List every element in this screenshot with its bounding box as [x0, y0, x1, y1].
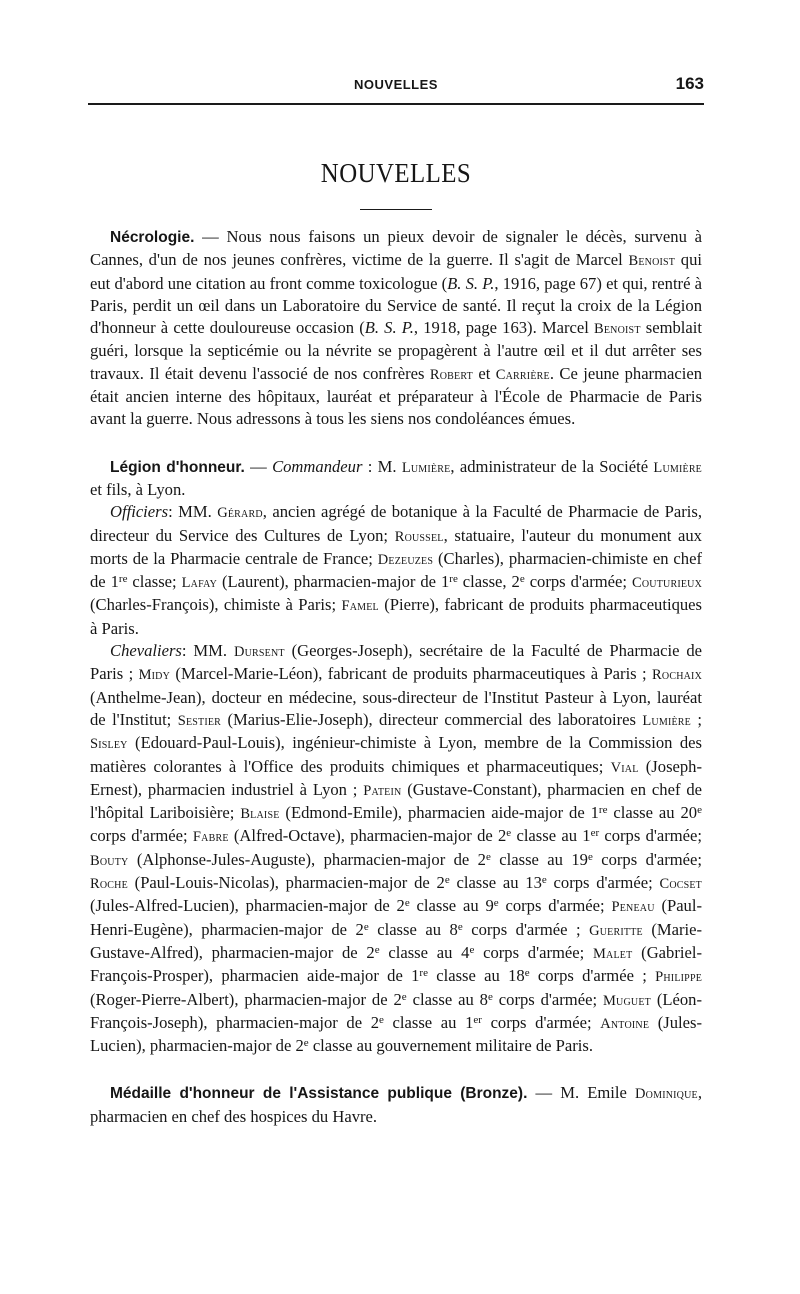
- person-name: Dursent: [233, 644, 285, 661]
- text: corps d'armée ;: [462, 919, 590, 939]
- superscript: e: [303, 1037, 309, 1050]
- text: (Alphonse-Jules-Auguste), pharmacien-major de 2: [128, 849, 486, 869]
- text: classe, 2: [457, 572, 520, 592]
- text: et: [472, 363, 496, 383]
- person-name: Dominique: [635, 1086, 698, 1103]
- person-name: Sestier: [177, 712, 222, 729]
- superscript: e: [379, 1013, 384, 1026]
- person-name: Roche: [90, 876, 128, 893]
- text: : MM.: [181, 641, 234, 661]
- text: classe;: [127, 572, 182, 592]
- reference: B. S. P.: [447, 273, 495, 293]
- person-name: Dezeuzes: [377, 551, 434, 568]
- text: corps d'armée ;: [529, 966, 656, 986]
- person-name: Bouty: [90, 852, 129, 869]
- superscript: e: [587, 850, 593, 863]
- person-name: Fabre: [192, 829, 229, 846]
- person-name: Vial: [610, 759, 639, 776]
- superscript: e: [457, 920, 463, 933]
- person-name: Midy: [138, 667, 171, 684]
- necrologie-heading: Nécrologie.: [110, 229, 195, 246]
- running-title: NOUVELLES: [354, 77, 438, 92]
- text: classe au gouvernement militaire de Paris.: [308, 1036, 593, 1056]
- text: (Paul-Louis-Nicolas), pharmacien-major de 2: [127, 873, 445, 893]
- text: (Marcel-Marie-Léon), fabricant de produits pharmaceutiques à Paris ;: [170, 664, 653, 684]
- text: classe au 1: [511, 826, 591, 846]
- superscript: e: [444, 874, 450, 887]
- person-name: Benoist: [628, 253, 676, 270]
- text: (Joseph-Ernest), pharmacien industriel à Lyon ;: [90, 756, 703, 799]
- text: semblait guéri, lorsque la septicémie ou la névrite se propagèrent à l'autre œil et il dut arrêter ses travaux. Il était devenu l'associé de nos confrères: [90, 318, 702, 383]
- person-name: Carrière: [495, 366, 550, 383]
- superscript: e: [469, 943, 475, 956]
- superscript: er: [590, 827, 600, 840]
- text: classe au 1: [383, 1012, 474, 1032]
- person-name: Robert: [429, 366, 473, 383]
- text: (Gustave-Constant), pharmacien en chef de l'hôpital Lariboisière;: [90, 779, 702, 823]
- superscript: e: [404, 897, 410, 910]
- text: corps d'armée;: [592, 849, 703, 869]
- text: , ancien agrégé de botanique à la Faculté de Pharmacie de Paris, directeur du Service des Cultures de Lyon;: [90, 502, 702, 545]
- person-name: Blaise: [240, 806, 280, 823]
- officiers-paragraph: [90, 501, 702, 640]
- text: (Alfred-Octave), pharmacien-major de 2: [228, 826, 507, 846]
- text: qui eut d'abord une citation au front comme toxicologue (: [90, 250, 702, 293]
- text: corps d'armée;: [524, 572, 632, 592]
- title-rule: [360, 209, 432, 210]
- superscript: e: [697, 804, 702, 817]
- legion-paragraph: [90, 456, 702, 502]
- person-name: Roussel: [394, 528, 444, 545]
- text: corps d'armée;: [90, 826, 193, 846]
- text: (Jules-Alfred-Lucien), pharmacien-major de 2: [90, 896, 405, 916]
- superscript: e: [374, 943, 380, 956]
- necrologie-paragraph: [90, 226, 702, 431]
- text: (Laurent), pharmacien-major de 1: [217, 572, 450, 592]
- superscript: e: [363, 920, 369, 933]
- person-name: Gueritte: [589, 922, 643, 939]
- legion-heading: Légion d'honneur.: [110, 458, 245, 476]
- rank-label: Chevaliers: [110, 641, 182, 661]
- person-name: Benoist: [594, 321, 641, 338]
- text: ;: [690, 709, 702, 729]
- person-name: Lumière: [642, 712, 691, 729]
- rank-label: Officiers: [110, 502, 169, 522]
- superscript: re: [419, 967, 428, 980]
- text: (Jules-Lucien), pharmacien-major de 2: [90, 1012, 702, 1056]
- person-name: Cocset: [659, 876, 702, 893]
- header-rule: [88, 103, 704, 105]
- person-name: Lumière: [653, 459, 702, 476]
- text: classe au 8: [368, 919, 458, 939]
- person-name: Couturieux: [632, 575, 702, 592]
- medaille-heading: Médaille d'honneur de l'Assistance publique (Bronze).: [110, 1085, 528, 1103]
- text: — Nous nous faisons un pieux devoir de signaler le décès, survenu à Cannes, d'un de nos jeunes confrères, victime de la guerre. Il s'agit de Marcel: [90, 227, 702, 270]
- text: corps d'armée;: [498, 896, 612, 916]
- text: . Ce jeune pharmacien était ancien interne des hôpitaux, lauréat et préparateur à l'École de Pharmacie de Paris avant la guerre. Nous adressons à tous les siens nos condoléances émues.: [90, 363, 702, 429]
- text: classe au 19: [490, 849, 588, 869]
- text: et fils, à Lyon.: [90, 479, 186, 499]
- text: , 1916, page 67) et qui, rentré à Paris, perdit un œil dans un Laboratoire du Service de santé. Il reçut la croix de la Légion d'honneur à cette douloureuse occasion (: [90, 273, 702, 338]
- superscript: e: [487, 990, 493, 1003]
- text: (Charles-François), chimiste à Paris;: [90, 595, 342, 615]
- text: corps d'armée;: [481, 1012, 601, 1032]
- superscript: e: [493, 897, 499, 910]
- running-head: [88, 74, 704, 98]
- text: (Pierre), fabricant de produits pharmaceutiques à Paris.: [90, 595, 702, 638]
- text: (Charles), pharmacien-chimiste en chef de 1: [90, 548, 702, 592]
- page-title: NOUVELLES: [320, 158, 472, 188]
- article-body: [90, 226, 702, 1128]
- text: corps d'armée;: [474, 942, 593, 962]
- person-name: Famel: [341, 598, 379, 615]
- text: corps d'armée;: [546, 873, 660, 893]
- rank-label: Commandeur: [272, 456, 363, 476]
- superscript: e: [485, 850, 491, 863]
- person-name: Lumière: [401, 459, 451, 476]
- text: — M. Emile: [527, 1083, 636, 1103]
- text: , 1918, page 163). Marcel: [413, 318, 594, 338]
- text: (Léon-François-Joseph), pharmacien-major de 2: [90, 989, 703, 1032]
- superscript: e: [541, 874, 547, 887]
- text: : MM.: [168, 502, 218, 522]
- text: (Georges-Joseph), secrétaire de la Faculté de Pharmacie de Paris ;: [90, 641, 702, 684]
- medaille-paragraph: [90, 1082, 702, 1128]
- text: (Marius-Elie-Joseph), directeur commercial des laboratoires: [221, 709, 643, 729]
- superscript: e: [506, 827, 512, 840]
- person-name: Gérard: [217, 505, 263, 522]
- person-name: Malet: [592, 945, 633, 962]
- text: classe au 18: [427, 966, 525, 986]
- text: (Paul-Henri-Eugène), pharmacien-major de 2: [90, 896, 702, 939]
- text: (Marie-Gustave-Alfred), pharmacien-major de 2: [90, 919, 702, 962]
- person-name: Muguet: [602, 992, 651, 1009]
- person-name: Philippe: [655, 969, 703, 986]
- person-name: Peneau: [611, 899, 655, 916]
- superscript: er: [473, 1013, 482, 1026]
- person-name: Lafay: [181, 575, 218, 592]
- chevaliers-paragraph: [90, 640, 702, 1057]
- superscript: re: [449, 573, 458, 586]
- superscript: e: [519, 573, 525, 586]
- person-name: Rochaix: [652, 667, 702, 684]
- text: : M.: [362, 456, 402, 476]
- text: (Edouard-Paul-Louis), ingénieur-chimiste à Lyon, membre de la Commission des matières colorantes à l'Office des produits chimiques et pharmaceutiques;: [90, 733, 702, 776]
- reference: B. S. P.: [364, 318, 414, 338]
- superscript: re: [118, 573, 128, 586]
- text: (Edmond-Emile), pharmacien aide-major de 1: [279, 803, 599, 823]
- text: (Roger-Pierre-Albert), pharmacien-major de 2: [90, 989, 402, 1009]
- text: classe au 8: [406, 989, 488, 1009]
- text: , statuaire, l'auteur du monument aux morts de la Pharmacie centrale de France;: [90, 525, 702, 568]
- text: classe au 9: [409, 896, 494, 916]
- text: —: [244, 456, 273, 476]
- person-name: Antoine: [600, 1015, 650, 1032]
- text: (Anthelme-Jean), docteur en médecine, sous-directeur de l'Institut Pasteur à Lyon, lauréat de l'Institut;: [90, 687, 702, 729]
- text: (Gabriel-François-Prosper), pharmacien aide-major de 1: [90, 942, 702, 986]
- text: corps d'armée;: [599, 826, 703, 846]
- text: , administrateur de la Société: [450, 456, 654, 476]
- person-name: Patein: [363, 782, 402, 799]
- superscript: re: [598, 804, 608, 817]
- page-number: 163: [675, 74, 704, 93]
- text: corps d'armée;: [492, 989, 603, 1009]
- text: classe au 13: [449, 873, 542, 893]
- person-name: Sisley: [90, 736, 128, 753]
- text: , pharmacien en chef des hospices du Havre.: [90, 1083, 702, 1126]
- text: classe au 4: [379, 942, 470, 962]
- superscript: e: [401, 990, 407, 1003]
- text: classe au 20: [607, 803, 698, 823]
- superscript: e: [524, 967, 530, 980]
